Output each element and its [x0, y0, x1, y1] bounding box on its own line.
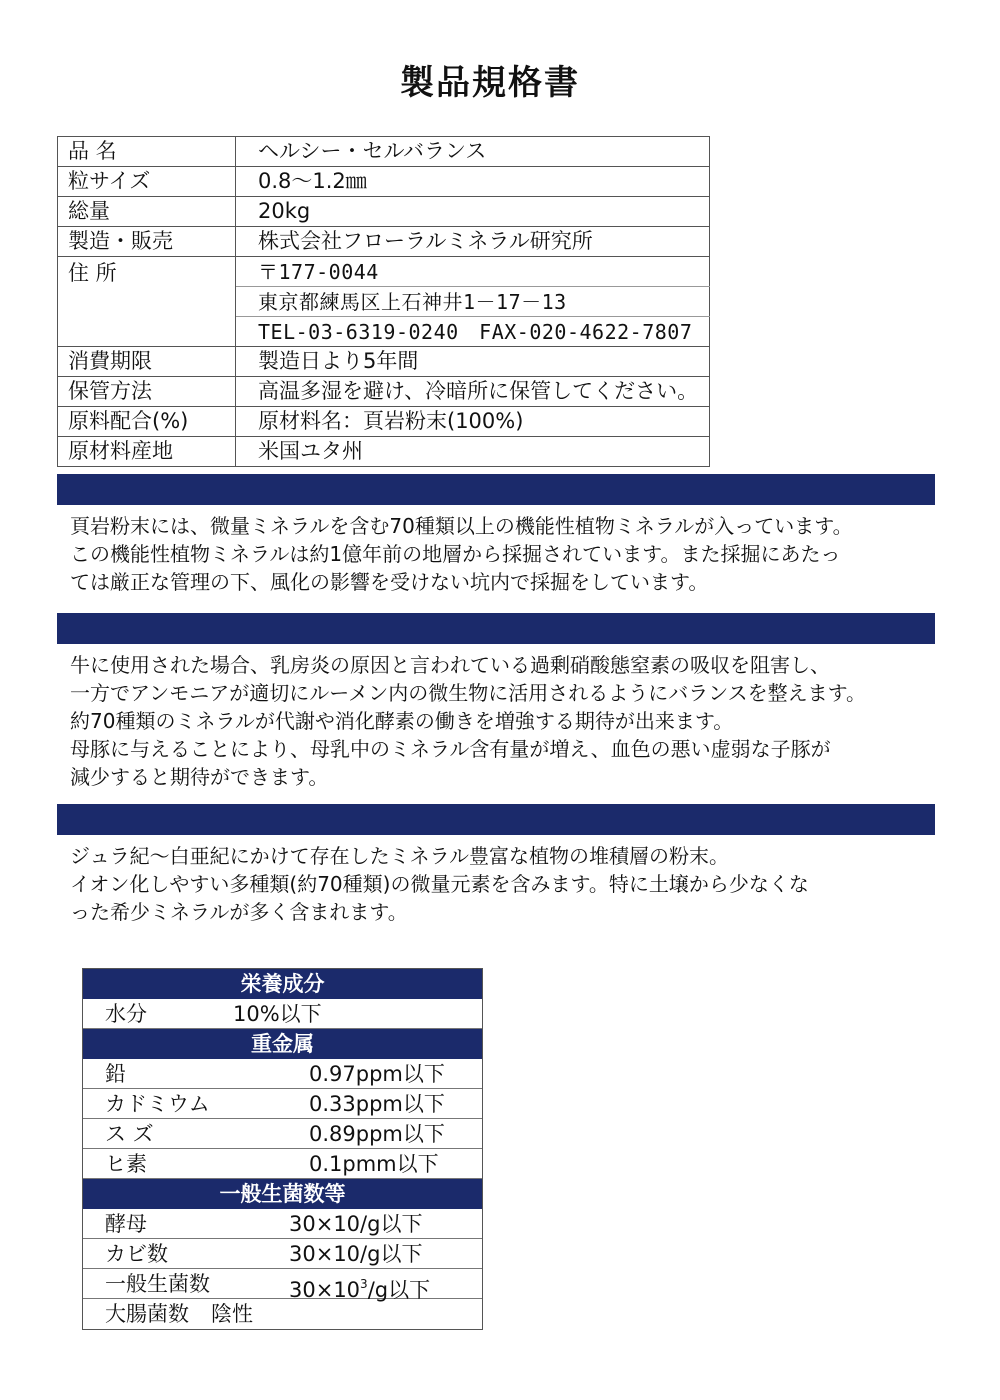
grain-size-label: 粒サイズ: [58, 167, 236, 197]
storage-value: 高温多湿を避け、冷暗所に保管してください。: [236, 377, 710, 407]
expiry-value: 製造日より5年間: [236, 347, 710, 377]
lead-value: 0.97ppm以下: [309, 1062, 445, 1086]
yeast-value: 30×10/g以下: [289, 1212, 423, 1236]
nutrition-row-lead: [83, 1059, 482, 1089]
mold-label: カビ数: [105, 1242, 168, 1266]
product-name-value: ヘルシー・セルバランス: [236, 137, 710, 167]
grain-size-value: 0.8～1.2㎜: [236, 167, 710, 197]
nutrition-row-arsenic: [83, 1149, 482, 1179]
origin-label: 原材料産地: [58, 437, 236, 467]
nutrition-table: [82, 968, 483, 1330]
nutrition-row-mold: [83, 1239, 482, 1269]
tin-value: 0.89ppm以下: [309, 1122, 445, 1146]
water-value: 10%以下: [233, 1002, 322, 1026]
section-2-line: 減少すると期待ができます。: [70, 765, 329, 789]
spec-row-expiry: [58, 347, 710, 377]
section-3-text: [70, 842, 950, 926]
address-line: 東京都練馬区上石神井1－17－13: [236, 287, 710, 317]
spec-row-origin: [58, 437, 710, 467]
spec-row-product-name: [58, 137, 710, 167]
section-1-line: ては厳正な管理の下、風化の影響を受けない坑内で採掘をしています。: [70, 570, 709, 594]
origin-value: 米国ユタ州: [236, 437, 710, 467]
section-1-text: [70, 512, 950, 596]
spec-row-maker: [58, 227, 710, 257]
spec-row-total-weight: [58, 197, 710, 227]
tin-label: ス ズ: [105, 1122, 154, 1146]
section-divider-bar-3: [57, 804, 935, 835]
water-label: 水分: [105, 1002, 147, 1026]
arsenic-label: ヒ素: [105, 1152, 147, 1176]
nutrition-row-tin: [83, 1119, 482, 1149]
composition-label: 原料配合(%): [58, 407, 236, 437]
coliform-label: 大腸菌数: [105, 1302, 189, 1326]
mold-value: 30×10/g以下: [289, 1242, 423, 1266]
section-2-line: 一方でアンモニアが適切にルーメン内の微生物に活用されるようにバランスを整えます。: [70, 681, 866, 705]
section-1-line: この機能性植物ミネラルは約1億年前の地層から採掘されています。また採掘にあたっ: [70, 542, 841, 566]
general-bacteria-unit: /g以下: [367, 1278, 431, 1302]
general-bacteria-exponent: 3: [360, 1277, 368, 1291]
heavy-metals-header: 重金属: [83, 1029, 482, 1059]
section-2-line: 母豚に与えることにより、母乳中のミネラル含有量が増え、血色の悪い虚弱な子豚が: [70, 737, 831, 761]
storage-label: 保管方法: [58, 377, 236, 407]
maker-label: 製造・販売: [58, 227, 236, 257]
section-divider-bar-2: [57, 613, 935, 644]
spec-row-address: [58, 257, 710, 287]
nutrition-row-cadmium: [83, 1089, 482, 1119]
document-title: 製品規格書: [400, 63, 580, 103]
spec-table: [57, 136, 710, 467]
nutrition-row-general-bacteria: [83, 1269, 482, 1302]
spec-row-composition: [58, 407, 710, 437]
coliform-value: 陰性: [211, 1302, 253, 1326]
section-2-line: 約70種類のミネラルが代謝や消化酵素の働きを増強する期待が出来ます。: [70, 709, 734, 733]
lead-label: 鉛: [105, 1062, 126, 1086]
section-1-line: 頁岩粉末には、微量ミネラルを含む70種類以上の機能性植物ミネラルが入っています。: [70, 514, 853, 538]
spec-row-grain-size: [58, 167, 710, 197]
section-3-line: ジュラ紀～白亜紀にかけて存在したミネラル豊富な植物の堆積層の粉末。: [70, 844, 729, 868]
composition-value: 原材料名：頁岩粉末(100%): [236, 407, 710, 437]
postal-code: 〒177-0044: [236, 257, 710, 287]
total-weight-label: 総量: [58, 197, 236, 227]
section-2-text: [70, 651, 950, 791]
tel-fax: TEL-03-6319-0240 FAX-020-4622-7807: [236, 317, 710, 347]
nutrients-header: 栄養成分: [83, 969, 482, 999]
section-divider-bar-1: [57, 474, 935, 505]
cadmium-label: カドミウム: [105, 1092, 210, 1116]
product-name-label: 品 名: [58, 137, 236, 167]
bacteria-header: 一般生菌数等: [83, 1179, 482, 1209]
expiry-label: 消費期限: [58, 347, 236, 377]
nutrition-row-coliform: [83, 1299, 482, 1329]
total-weight-value: 20kg: [236, 197, 710, 227]
section-3-line: イオン化しやすい多種類(約70種類)の微量元素を含みます。特に土壌から少なくな: [70, 872, 809, 896]
section-3-line: った希少ミネラルが多く含まれます。: [70, 900, 408, 924]
yeast-label: 酵母: [105, 1212, 147, 1236]
general-bacteria-base: 30×10: [289, 1278, 361, 1302]
nutrition-row-yeast: [83, 1209, 482, 1239]
nutrition-row-water: [83, 999, 482, 1029]
address-label: 住 所: [58, 257, 236, 347]
arsenic-value: 0.1pmm以下: [309, 1152, 439, 1176]
cadmium-value: 0.33ppm以下: [309, 1092, 445, 1116]
maker-value: 株式会社フローラルミネラル研究所: [236, 227, 710, 257]
general-bacteria-label: 一般生菌数: [105, 1272, 210, 1296]
spec-row-storage: [58, 377, 710, 407]
section-2-line: 牛に使用された場合、乳房炎の原因と言われている過剰硝酸態窒素の吸収を阻害し、: [70, 653, 830, 677]
